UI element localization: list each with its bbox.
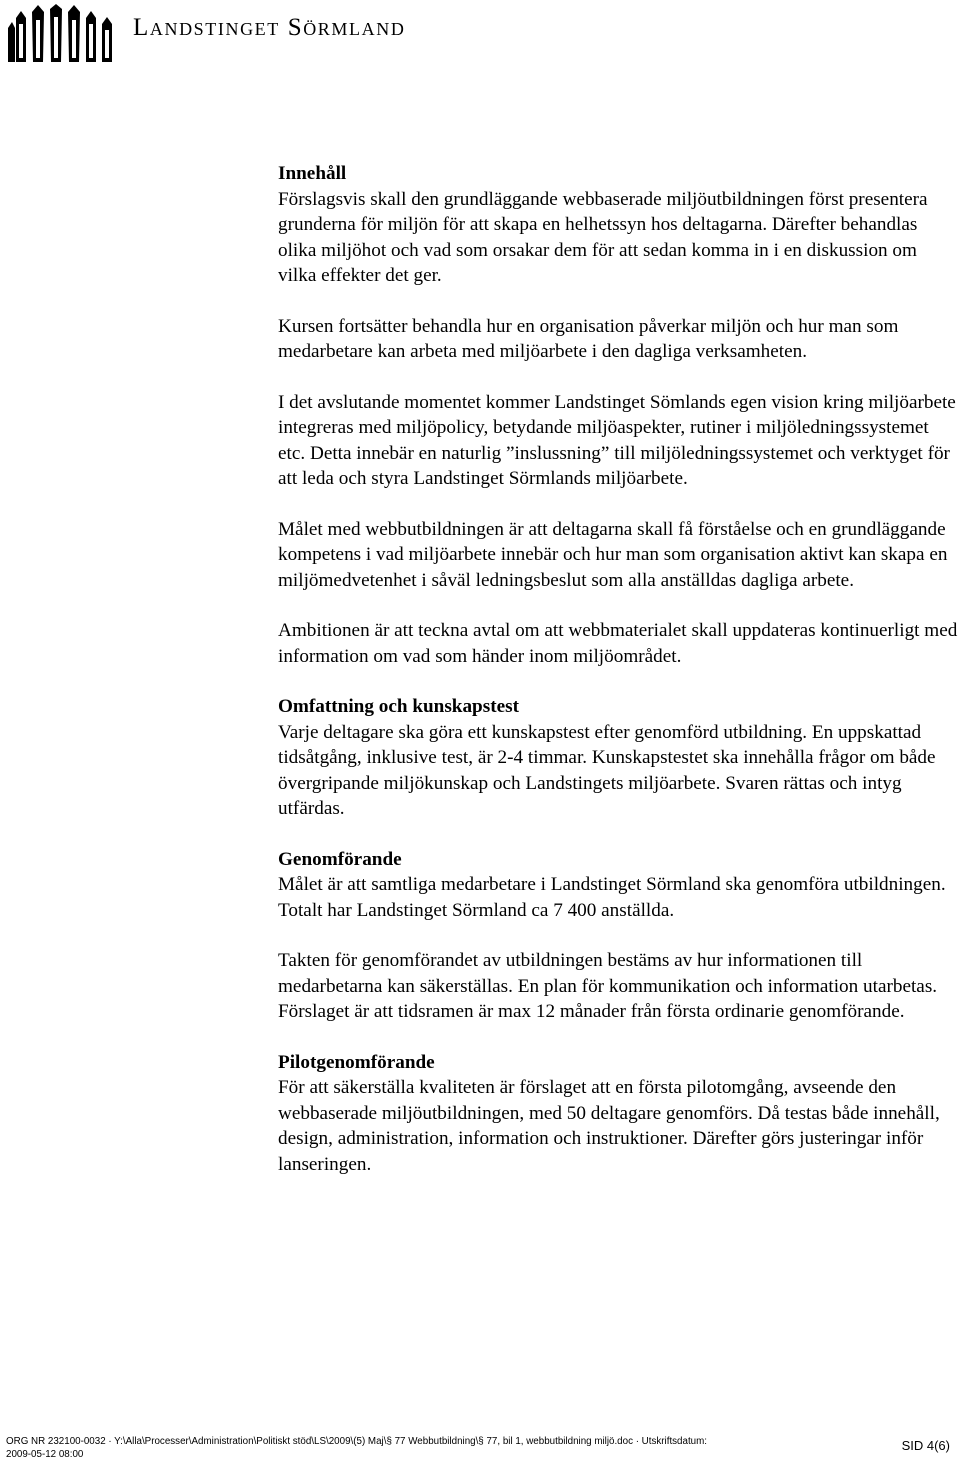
paragraph: Ambitionen är att teckna avtal om att webbmaterialet skall uppdateras kontinuerligt med information om vad som händer inom miljöområdet. [278,620,958,667]
crown-logo-icon [8,4,120,66]
paragraph: Förslagsvis skall den grundläggande webbaserade miljöutbildningen först presentera grunderna för miljön för att skapa en helhetssyn hos deltagarna. Därefter behandlas olika miljöhot och vad som orsakar dem för att sedan komma in i en diskussion om vilka effekter det ger. [278,188,928,286]
document-body [278,161,958,1202]
section-heading: Genomförande [278,848,402,870]
section-omfattning [278,694,958,822]
page-number: SID 4(6) [901,1438,950,1453]
paragraph: Målet är att samtliga medarbetare i Landstinget Sörmland ska genomföra utbildningen. Totalt har Landstinget Sörmland ca 7 400 anställda. [278,874,946,921]
section-innehall [278,161,958,289]
footer-document-info: ORG NR 232100-0032 · Y:\Alla\Processer\Administration\Politiskt stöd\LS\2009\(5) Maj\§ 77 Webbutbildning\§ 77, bil 1, webbutbildning miljö.doc · Utskriftsdatum: 2009-05-12 08:00 [6,1436,708,1460]
paragraph: I det avslutande momentet kommer Landstinget Sömlands egen vision kring miljöarbete integreras med miljöpolicy, betydande miljöaspekter, rutiner i miljöledningssystemet etc. Detta innebär en naturlig ”inslussning” till miljöledningssystemet och verktyget för att leda och styra Landstinget Sörmlands miljöarbete. [278,391,956,489]
organization-name: Landstinget Sörmland [133,14,406,41]
section-heading: Pilotgenomförande [278,1051,435,1073]
paragraph: Kursen fortsätter behandla hur en organisation påverkar miljön och hur man som medarbetare kan arbeta med miljöarbete i den dagliga verksamheten. [278,315,899,362]
paragraph: Målet med webbutbildningen är att deltagarna skall få förståelse och en grundläggande kompetens i vad miljöarbete innebär och hur man som organisation aktivt kan skapa en miljömedvetenhet i såväl ledningsbeslut som alla anställdas dagliga arbete. [278,518,948,591]
section-genomforande [278,847,958,924]
paragraph: För att säkerställa kvaliteten är förslaget att en första pilotomgång, avseende den webbaserade miljöutbildningen, med 50 deltagare genomförs. Då testas både innehåll, design, administration, information och instruktioner. Därefter görs justeringar inför lanseringen. [278,1077,940,1175]
section-pilot [278,1050,958,1178]
section-heading: Innehåll [278,163,347,184]
paragraph: Varje deltagare ska göra ett kunskapstest efter genomförd utbildning. En uppskattad tidsåtgång, inklusive test, är 2-4 timmar. Kunskapstestet ska innehålla frågor om både övergripande miljökunskap och Landstingets miljöarbete. Svaren rättas och intyg utfärdas. [278,721,936,819]
paragraph: Takten för genomförandet av utbildningen bestäms av hur informationen till medarbetarna kan säkerställas. En plan för kommunikation och information utarbetas. Förslaget är att tidsramen är max 12 månader från första ordinarie genomförande. [278,950,938,1022]
section-heading: Omfattning och kunskapstest [278,696,519,717]
